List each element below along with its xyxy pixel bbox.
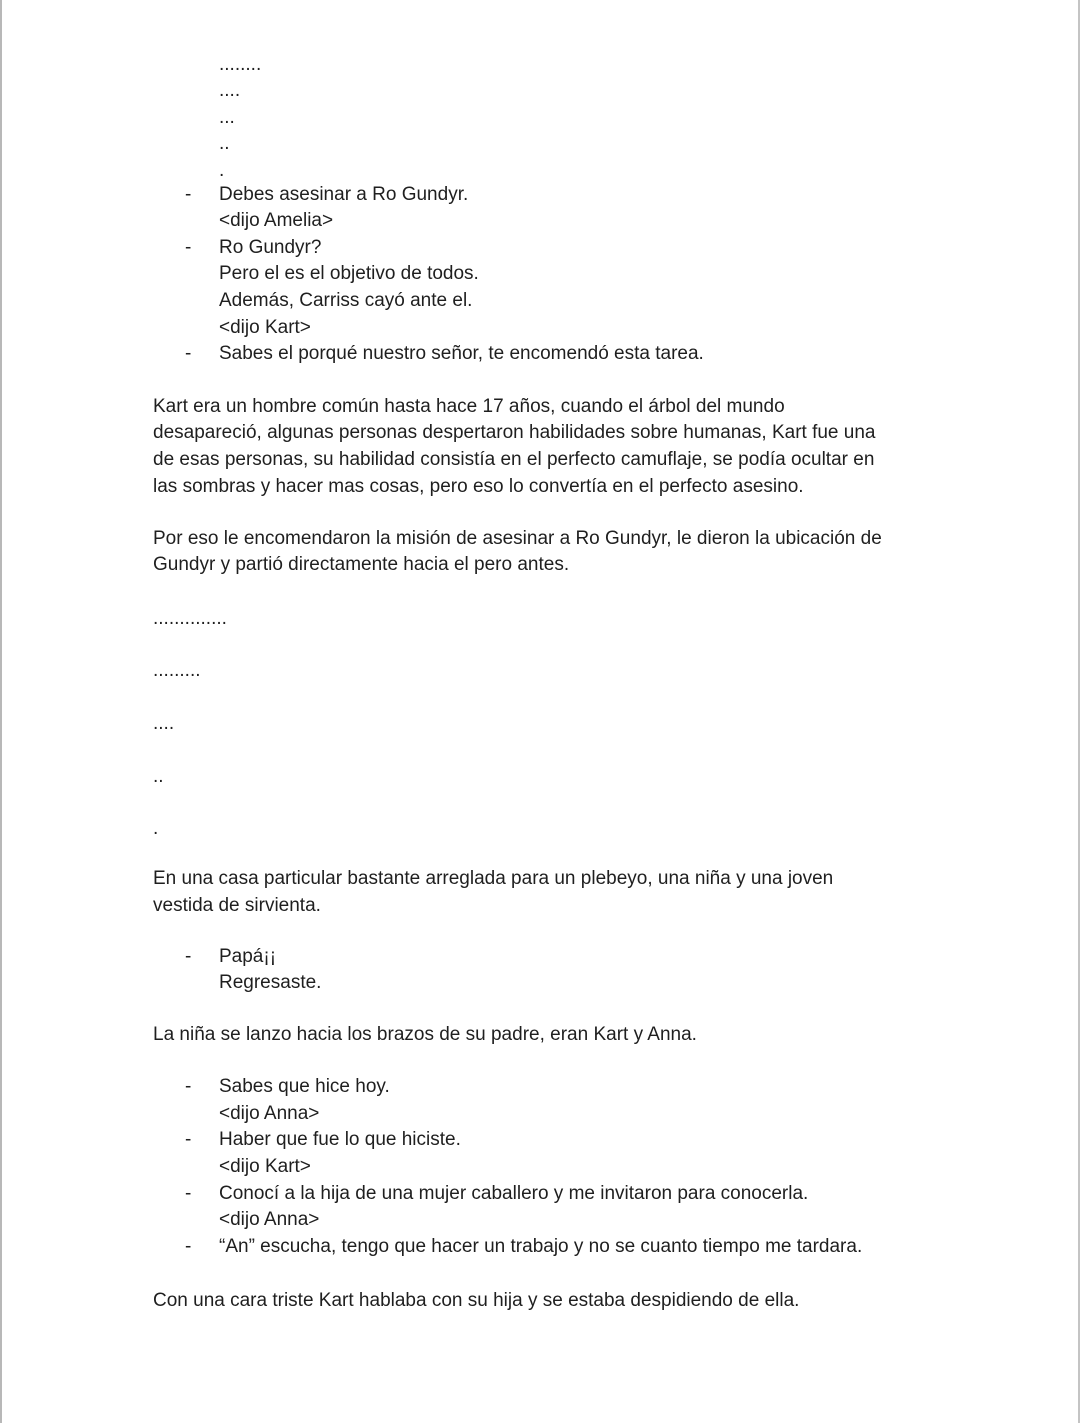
ellipsis-line: .............. [153,608,227,629]
speaker-tag: <dijo Amelia> [219,210,334,231]
dialogue-line: Ro Gundyr? [219,237,322,258]
paragraph-line: vestida de sirvienta. [153,895,321,916]
dialogue-line: Regresaste. [219,972,322,993]
dialogue-line: Además, Carriss cayó ante el. [219,290,473,311]
paragraph-line: Con una cara triste Kart hablaba con su hija y se estaba despidiendo de ella. [153,1290,800,1311]
dialogue-line: Papá¡¡ [219,946,277,967]
dialogue-line: “An” escucha, tengo que hacer un trabajo y no se cuanto tiempo me tardara. [219,1236,863,1257]
dialogue-line: Haber que fue lo que hiciste. [219,1129,461,1150]
paragraph-line: Gundyr y partió directamente hacia el pero antes. [153,554,570,575]
dialogue-dash: - [185,1076,192,1097]
dialogue-line: Conocí a la hija de una mujer caballero y me invitaron para conocerla. [219,1183,809,1204]
ellipsis-line: . [219,160,225,181]
paragraph-line: La niña se lanzo hacia los brazos de su padre, eran Kart y Anna. [153,1024,697,1045]
page-left-edge [0,0,2,1423]
dialogue-line: Sabes el porqué nuestro señor, te encomendó esta tarea. [219,343,704,364]
paragraph-line: desapareció, algunas personas despertaron habilidades sobre humanas, Kart fue una [153,422,876,443]
dialogue-dash: - [185,1183,192,1204]
ellipsis-line: . [153,818,159,839]
speaker-tag: <dijo Anna> [219,1103,320,1124]
ellipsis-line: .... [219,80,241,101]
dialogue-line: Sabes que hice hoy. [219,1076,390,1097]
dialogue-dash: - [185,946,192,967]
dialogue-dash: - [185,184,192,205]
paragraph-line: Por eso le encomendaron la misión de asesinar a Ro Gundyr, le dieron la ubicación de [153,528,882,549]
dialogue-dash: - [185,1236,192,1257]
ellipsis-line: .. [219,133,230,154]
ellipsis-line: ... [219,107,235,128]
paragraph-line: de esas personas, su habilidad consistía en el perfecto camuflaje, se podía ocultar en [153,449,875,470]
ellipsis-line: ......... [153,660,201,681]
ellipsis-line: ........ [219,54,262,75]
paragraph-line: Kart era un hombre común hasta hace 17 años, cuando el árbol del mundo [153,396,785,417]
ellipsis-line: .. [153,766,164,787]
dialogue-line: Pero el es el objetivo de todos. [219,263,479,284]
dialogue-dash: - [185,237,192,258]
dialogue-line: Debes asesinar a Ro Gundyr. [219,184,469,205]
ellipsis-line: .... [153,713,175,734]
paragraph-line: las sombras y hacer mas cosas, pero eso lo convertía en el perfecto asesino. [153,476,804,497]
dialogue-dash: - [185,343,192,364]
speaker-tag: <dijo Kart> [219,317,311,338]
speaker-tag: <dijo Kart> [219,1156,311,1177]
speaker-tag: <dijo Anna> [219,1209,320,1230]
dialogue-dash: - [185,1129,192,1150]
paragraph-line: En una casa particular bastante arreglada para un plebeyo, una niña y una joven [153,868,834,889]
